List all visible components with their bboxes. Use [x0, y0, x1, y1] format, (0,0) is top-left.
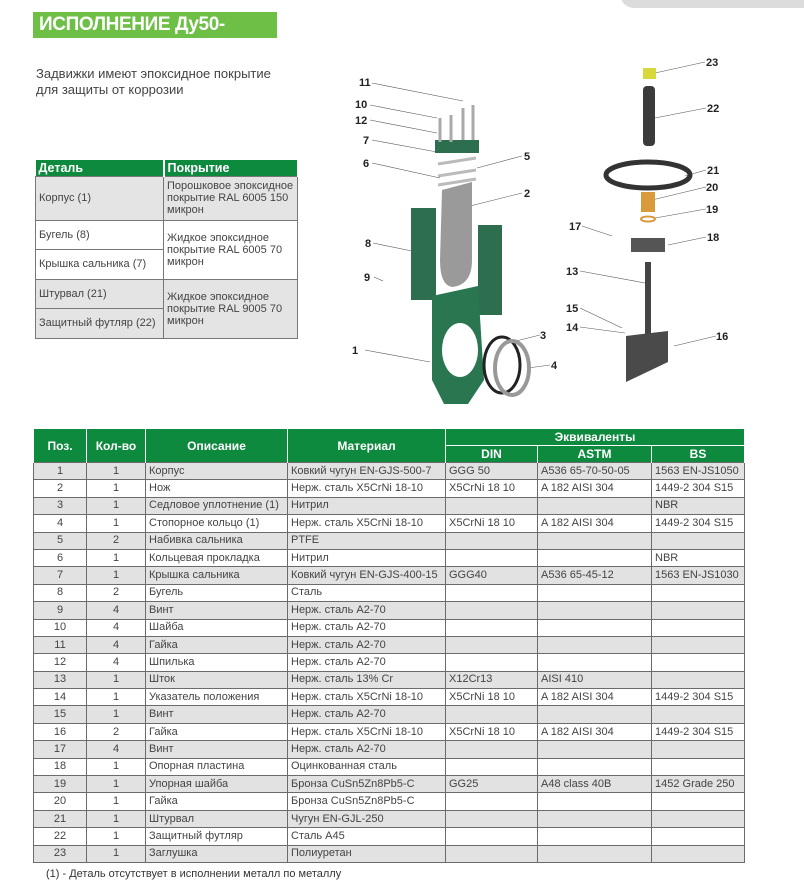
cell-bs	[652, 741, 745, 758]
cell-material: Нерж. сталь X5CrNi 18-10	[288, 723, 446, 740]
cell-material: Нерж. сталь A2-70	[288, 619, 446, 636]
callout: 6	[363, 158, 370, 170]
cell-qty: 1	[87, 706, 146, 723]
cell-pos: 22	[34, 828, 87, 845]
cell-material: Нерж. сталь X5CrNi 18-10	[288, 689, 446, 706]
table-row	[34, 845, 745, 862]
cell-din	[446, 810, 538, 827]
part: Бугель (8)	[36, 220, 164, 249]
cell-qty: 1	[87, 463, 146, 480]
cell-qty: 2	[87, 584, 146, 601]
cell-description: Штурвал	[146, 810, 288, 827]
cell-pos: 4	[34, 515, 87, 532]
cell-pos: 18	[34, 758, 87, 775]
cell-bs	[652, 532, 745, 549]
callout: 5	[524, 151, 531, 163]
callout: 23	[706, 57, 719, 69]
part: Крышка сальника (7)	[36, 249, 164, 279]
cell-din: GG25	[446, 776, 538, 793]
gland-cover-part	[435, 140, 479, 153]
cell-description: Винт	[146, 706, 288, 723]
callout: 21	[707, 165, 720, 177]
cell-description: Гайка	[146, 636, 288, 653]
cell-din	[446, 549, 538, 566]
header-coating: Покрытие	[164, 160, 298, 176]
cell-bs: 1563 EN-JS1050	[652, 463, 745, 480]
cell-astm: A536 65-70-50-05	[538, 463, 652, 480]
header-qty: Кол-во	[87, 429, 146, 463]
cell-pos: 1	[34, 463, 87, 480]
cell-astm	[538, 602, 652, 619]
cell-astm	[538, 532, 652, 549]
knife-part	[440, 182, 472, 287]
cell-din	[446, 602, 538, 619]
exploded-valve-diagram	[340, 55, 760, 415]
cell-material: Нерж. сталь X5CrNi 18-10	[288, 515, 446, 532]
cell-bs	[652, 828, 745, 845]
yoke-part	[478, 225, 502, 315]
indicator-part	[626, 331, 668, 382]
part: Защитный футляр (22)	[36, 308, 164, 338]
cell-bs: 1449-2 304 S15	[652, 723, 745, 740]
cell-material: Нерж. сталь X5CrNi 18-10	[288, 480, 446, 497]
cell-din: X5CrNi 18 10	[446, 515, 538, 532]
cell-qty: 4	[87, 619, 146, 636]
cell-description: Защитный футляр	[146, 828, 288, 845]
plug-part	[643, 68, 656, 79]
cell-material: Нерж. сталь A2-70	[288, 706, 446, 723]
cell-pos: 9	[34, 602, 87, 619]
handwheel-part	[606, 162, 690, 188]
cell-qty: 4	[87, 636, 146, 653]
cell-din	[446, 828, 538, 845]
table-row	[34, 793, 745, 810]
cell-material: Бронза CuSn5Zn8Pb5-C	[288, 776, 446, 793]
table-row	[34, 515, 745, 532]
cell-description: Опорная пластина	[146, 758, 288, 775]
callout: 18	[707, 232, 720, 244]
cell-material: Нерж. сталь A2-70	[288, 741, 446, 758]
cell-pos: 10	[34, 619, 87, 636]
cell-qty: 1	[87, 515, 146, 532]
cell-qty: 4	[87, 741, 146, 758]
table-row	[34, 497, 745, 514]
cell-material: Нерж. сталь A2-70	[288, 602, 446, 619]
cell-bs: NBR	[652, 497, 745, 514]
callout: 3	[540, 330, 547, 342]
cell-din	[446, 758, 538, 775]
cell-material: Ковкий чугун EN-GJS-400-15	[288, 567, 446, 584]
callout: 10	[355, 99, 368, 111]
cell-qty: 1	[87, 689, 146, 706]
callout: 17	[569, 221, 582, 233]
cell-bs	[652, 619, 745, 636]
table-row	[34, 619, 745, 636]
callout: 19	[706, 204, 719, 216]
cell-bs: 1449-2 304 S15	[652, 689, 745, 706]
cell-bs: NBR	[652, 549, 745, 566]
cell-astm	[538, 636, 652, 653]
callout: 14	[566, 322, 579, 334]
cell-qty: 2	[87, 532, 146, 549]
cell-material: Нитрил	[288, 497, 446, 514]
cell-bs: 1563 EN-JS1030	[652, 567, 745, 584]
cell-astm: A536 65-45-12	[538, 567, 652, 584]
cell-qty: 1	[87, 567, 146, 584]
cell-pos: 16	[34, 723, 87, 740]
header-equivalents: Эквиваленты	[446, 429, 745, 446]
parts-table	[33, 428, 745, 863]
cell-pos: 20	[34, 793, 87, 810]
callout: 4	[551, 360, 558, 372]
header-din: DIN	[446, 446, 538, 463]
cell-qty: 1	[87, 497, 146, 514]
cell-astm	[538, 497, 652, 514]
table-row	[34, 723, 745, 740]
cell-material: Нерж. сталь 13% Cr	[288, 671, 446, 688]
cell-description: Крышка сальника	[146, 567, 288, 584]
header-material: Материал	[288, 429, 446, 463]
cell-qty: 1	[87, 828, 146, 845]
cell-astm: AISI 410	[538, 671, 652, 688]
table-row	[34, 828, 745, 845]
cell-material: Нитрил	[288, 549, 446, 566]
cell-qty: 1	[87, 845, 146, 862]
cell-material: Бронза CuSn5Zn8Pb5-C	[288, 793, 446, 810]
cell-qty: 1	[87, 793, 146, 810]
cell-astm: A 182 AISI 304	[538, 723, 652, 740]
support-plate-part	[631, 238, 665, 252]
cell-din	[446, 532, 538, 549]
cell-qty: 1	[87, 810, 146, 827]
cell-astm: A 182 AISI 304	[538, 689, 652, 706]
cell-material: Ковкий чугун EN-GJS-500-7	[288, 463, 446, 480]
callout: 16	[716, 331, 729, 343]
stem-part	[645, 262, 651, 340]
cell-bs	[652, 671, 745, 688]
cell-bs	[652, 584, 745, 601]
cell-description: Шток	[146, 671, 288, 688]
cell-description: Корпус	[146, 463, 288, 480]
cell-description: Бугель	[146, 584, 288, 601]
cell-din	[446, 654, 538, 671]
coating: Жидкое эпоксидное покрытие RAL 6005 70 микрон	[164, 220, 298, 279]
table-row	[34, 758, 745, 775]
header-part: Деталь	[36, 160, 164, 176]
table-row	[34, 549, 745, 566]
table-row	[34, 480, 745, 497]
callout: 12	[355, 115, 368, 127]
cell-bs	[652, 654, 745, 671]
coating: Порошковое эпоксидное покрытие RAL 6005 150 микрон	[164, 176, 298, 220]
table-row	[34, 636, 745, 653]
cell-description: Указатель положения	[146, 689, 288, 706]
cell-description: Стопорное кольцо (1)	[146, 515, 288, 532]
cell-material: Нерж. сталь A2-70	[288, 654, 446, 671]
cell-pos: 11	[34, 636, 87, 653]
table-row	[34, 706, 745, 723]
cell-description: Винт	[146, 741, 288, 758]
cell-din: GGG40	[446, 567, 538, 584]
cell-pos: 14	[34, 689, 87, 706]
cell-astm: A48 class 40B	[538, 776, 652, 793]
corner-decoration	[620, 0, 804, 8]
part: Штурвал (21)	[36, 279, 164, 308]
cell-description: Гайка	[146, 793, 288, 810]
cell-bs	[652, 706, 745, 723]
callout: 11	[359, 77, 371, 89]
cell-din	[446, 706, 538, 723]
cell-bs	[652, 758, 745, 775]
cell-material: Оцинкованная сталь	[288, 758, 446, 775]
cell-din: X5CrNi 18 10	[446, 480, 538, 497]
cell-bs: 1449-2 304 S15	[652, 480, 745, 497]
footnote: (1) - Деталь отсутствует в исполнении металл по металлу	[46, 868, 342, 880]
cell-description: Винт	[146, 602, 288, 619]
cell-material: Сталь	[288, 584, 446, 601]
cell-pos: 8	[34, 584, 87, 601]
cell-qty: 1	[87, 776, 146, 793]
table-row	[34, 671, 745, 688]
cell-material: Полиуретан	[288, 845, 446, 862]
cell-material: Сталь A45	[288, 828, 446, 845]
coating-table	[35, 160, 299, 339]
cell-astm	[538, 706, 652, 723]
cell-pos: 6	[34, 549, 87, 566]
table-row	[34, 532, 745, 549]
cell-description: Шпилька	[146, 654, 288, 671]
cell-qty: 1	[87, 480, 146, 497]
cell-pos: 12	[34, 654, 87, 671]
cell-din: X5CrNi 18 10	[446, 723, 538, 740]
cell-bs	[652, 845, 745, 862]
cell-description: Шайба	[146, 619, 288, 636]
cell-material: Чугун EN-GJL-250	[288, 810, 446, 827]
header-astm: ASTM	[538, 446, 652, 463]
cell-description: Кольцевая прокладка	[146, 549, 288, 566]
cell-din	[446, 793, 538, 810]
table-row	[34, 567, 745, 584]
part: Корпус (1)	[36, 176, 164, 220]
table-row	[34, 602, 745, 619]
cell-material: Нерж. сталь A2-70	[288, 636, 446, 653]
cell-astm	[538, 810, 652, 827]
cell-din: X5CrNi 18 10	[446, 689, 538, 706]
callout: 1	[352, 345, 359, 357]
cell-pos: 21	[34, 810, 87, 827]
cell-description: Седловое уплотнение (1)	[146, 497, 288, 514]
page-title: ИСПОЛНЕНИЕ Ду50-Ду300	[33, 12, 277, 38]
cell-din	[446, 636, 538, 653]
nut-part	[641, 192, 655, 212]
cell-description: Упорная шайба	[146, 776, 288, 793]
cell-bs	[652, 793, 745, 810]
cell-astm	[538, 549, 652, 566]
callout: 7	[363, 135, 370, 147]
cell-pos: 7	[34, 567, 87, 584]
callout: 8	[365, 238, 372, 250]
header-desc: Описание	[146, 429, 288, 463]
table-row	[34, 584, 745, 601]
cell-astm	[538, 758, 652, 775]
cell-pos: 3	[34, 497, 87, 514]
cell-pos: 5	[34, 532, 87, 549]
table-row	[34, 654, 745, 671]
cell-din	[446, 845, 538, 862]
cell-bs	[652, 810, 745, 827]
cell-bs	[652, 602, 745, 619]
cell-qty: 2	[87, 723, 146, 740]
cell-qty: 1	[87, 549, 146, 566]
cell-material: PTFE	[288, 532, 446, 549]
table-row	[34, 776, 745, 793]
cell-qty: 4	[87, 602, 146, 619]
cell-din	[446, 497, 538, 514]
cell-astm	[538, 619, 652, 636]
cell-pos: 17	[34, 741, 87, 758]
protective-tube-part	[643, 86, 655, 146]
cell-description: Набивка сальника	[146, 532, 288, 549]
cell-din: X12Cr13	[446, 671, 538, 688]
cell-pos: 2	[34, 480, 87, 497]
cell-description: Нож	[146, 480, 288, 497]
cell-astm	[538, 845, 652, 862]
cell-pos: 13	[34, 671, 87, 688]
callout: 9	[364, 272, 371, 284]
header-pos: Поз.	[34, 429, 87, 463]
cell-din	[446, 584, 538, 601]
cell-astm	[538, 654, 652, 671]
table-row	[34, 810, 745, 827]
callout: 22	[707, 103, 720, 115]
cell-din	[446, 741, 538, 758]
cell-astm	[538, 584, 652, 601]
callout: 20	[706, 182, 719, 194]
table-row	[34, 741, 745, 758]
cell-pos: 15	[34, 706, 87, 723]
cell-bs: 1452 Grade 250	[652, 776, 745, 793]
table-row	[34, 463, 745, 480]
cell-astm	[538, 741, 652, 758]
cell-astm: A 182 AISI 304	[538, 480, 652, 497]
cell-din: GGG 50	[446, 463, 538, 480]
yoke-part	[411, 208, 436, 300]
callout: 2	[524, 188, 531, 200]
cell-pos: 23	[34, 845, 87, 862]
table-row	[34, 689, 745, 706]
cell-bs	[652, 636, 745, 653]
cell-pos: 19	[34, 776, 87, 793]
cell-qty: 1	[87, 671, 146, 688]
callout: 15	[566, 303, 579, 315]
cell-description: Гайка	[146, 723, 288, 740]
callout: 13	[566, 266, 579, 278]
cell-din	[446, 619, 538, 636]
header-bs: BS	[652, 446, 745, 463]
coating: Жидкое эпоксидное покрытие RAL 9005 70 микрон	[164, 279, 298, 338]
cell-qty: 4	[87, 654, 146, 671]
cell-description: Заглушка	[146, 845, 288, 862]
cell-astm	[538, 793, 652, 810]
cell-astm: A 182 AISI 304	[538, 515, 652, 532]
cell-astm	[538, 828, 652, 845]
intro-text: Задвижки имеют эпоксидное покрытие для защиты от коррозии	[36, 66, 271, 97]
cell-bs: 1449-2 304 S15	[652, 515, 745, 532]
cell-qty: 1	[87, 758, 146, 775]
